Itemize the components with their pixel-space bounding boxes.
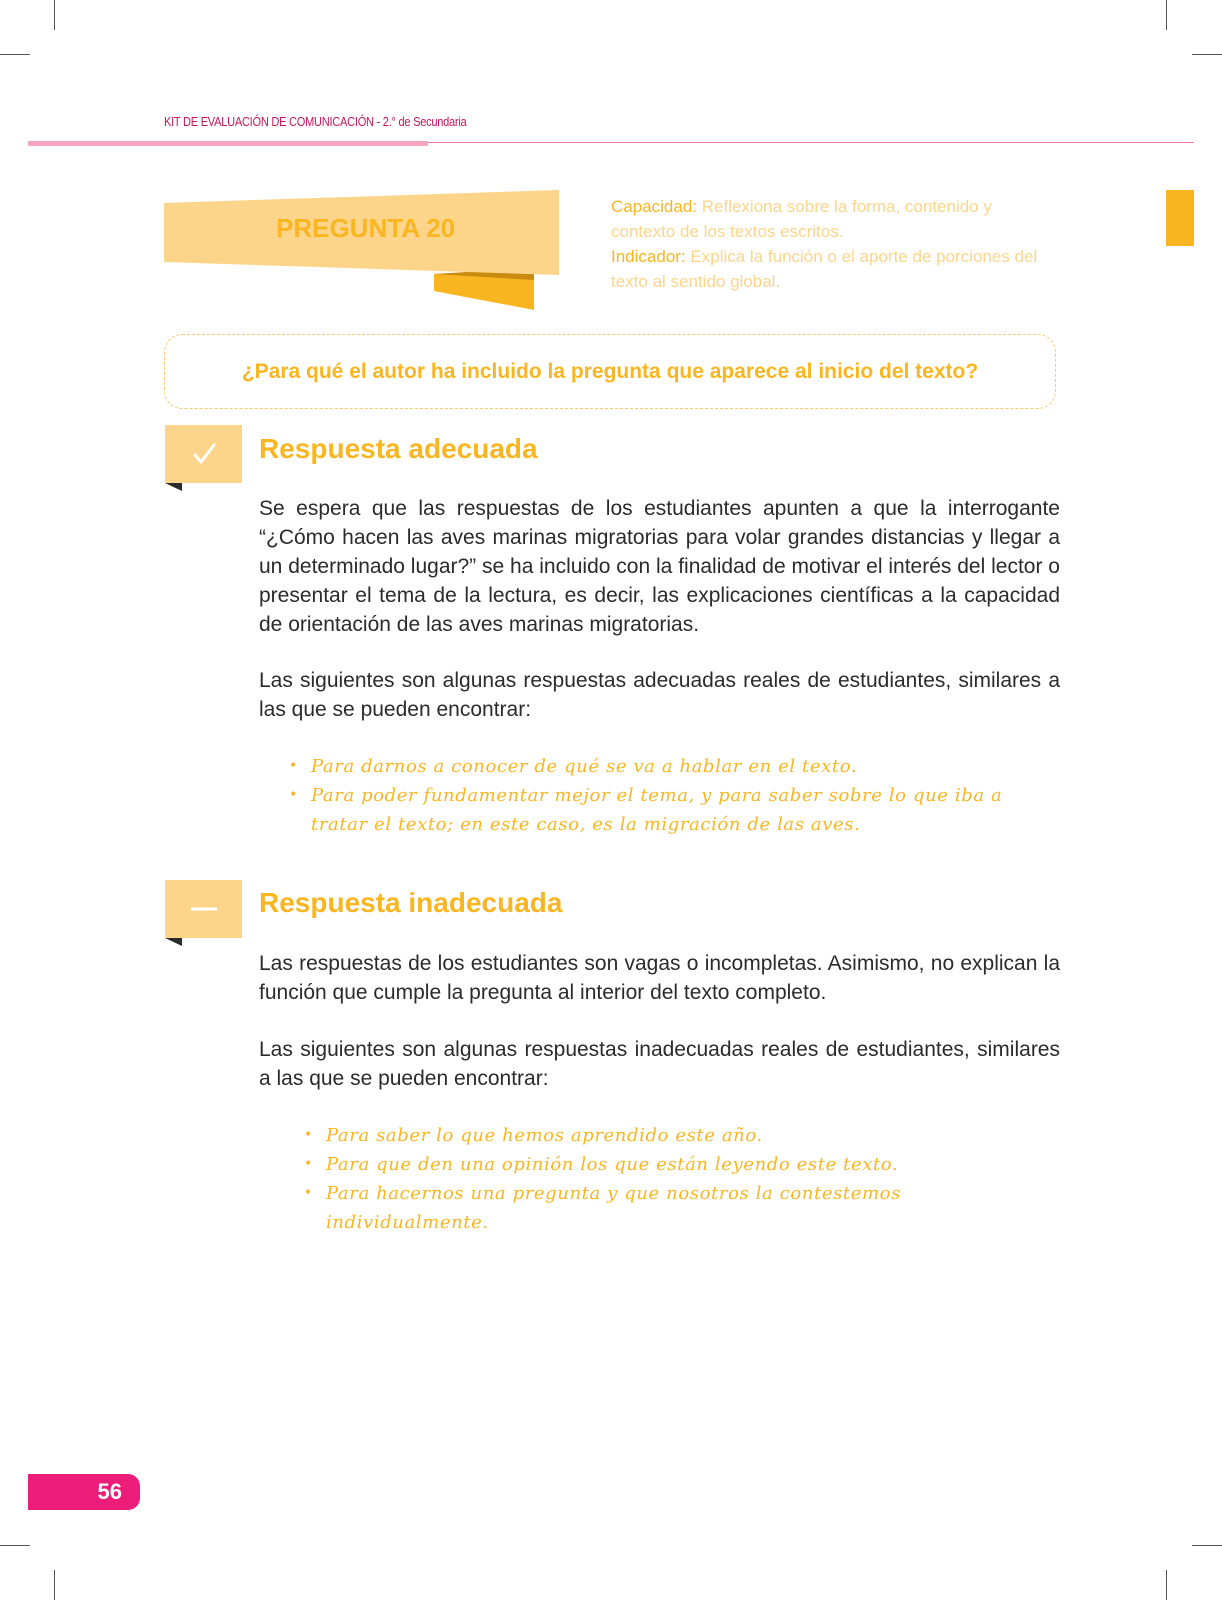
crop-mark	[1166, 1570, 1167, 1600]
crop-mark	[1166, 0, 1167, 30]
crop-mark	[0, 1545, 30, 1546]
inadequate-paragraph-2: Las siguientes son algunas respuestas inadecuadas reales de estudiantes, similares a las que se pueden encontrar:	[259, 1038, 1060, 1090]
adequate-title: Respuesta adecuada	[259, 433, 538, 464]
adequate-paragraph-2: Las siguientes son algunas respuestas adecuadas reales de estudiantes, similares a las que se pueden encontrar:	[259, 669, 1060, 721]
badge-tail	[165, 938, 182, 946]
badge-tail	[165, 483, 182, 491]
running-head: KIT DE EVALUACIÓN DE COMUNICACIÓN - 2.° de Secundaria	[164, 114, 467, 129]
inadequate-paragraph-1: Las respuestas de los estudiantes son vagas o incompletas. Asimismo, no explican la función que cumple la pregunta al interior del texto completo.	[259, 952, 1060, 1004]
bullet-icon: •	[304, 1127, 313, 1143]
example-text: Para que den una opinión los que están leyendo este texto.	[326, 1154, 899, 1175]
capacidad-label: Capacidad:	[611, 197, 698, 216]
crop-mark	[54, 1570, 55, 1600]
list-item	[289, 752, 1031, 781]
inadequate-title: Respuesta inadecuada	[259, 887, 563, 918]
competency-info	[611, 194, 1051, 294]
list-item	[304, 1179, 1046, 1237]
example-text: Para hacernos una pregunta y que nosotros la contestemos individualmente.	[326, 1183, 901, 1233]
indicador-label: Indicador:	[611, 247, 686, 266]
list-item	[304, 1121, 1046, 1150]
indicador-text: Explica la función o el aporte de porciones del texto al sentido global.	[611, 247, 1038, 291]
capacidad-text: Reflexiona sobre la forma, contenido y contexto de los textos escritos.	[611, 197, 992, 241]
header-rule-accent	[28, 141, 428, 146]
list-item	[304, 1150, 1046, 1179]
bullet-icon: •	[289, 758, 298, 774]
question-text: ¿Para qué el autor ha incluido la pregunta que aparece al inicio del texto?	[241, 359, 979, 383]
crop-mark	[1192, 54, 1222, 55]
inadequate-badge	[165, 880, 242, 938]
dash-icon	[189, 894, 219, 924]
list-item	[289, 781, 1031, 839]
question-ribbon	[164, 188, 564, 310]
crop-mark	[1192, 1545, 1222, 1546]
check-icon	[189, 439, 219, 469]
adequate-badge	[165, 425, 242, 483]
ribbon-shape	[164, 188, 564, 310]
bullet-icon: •	[304, 1156, 313, 1172]
side-tab-marker	[1166, 190, 1194, 246]
example-text: Para darnos a conocer de qué se va a hablar en el texto.	[311, 756, 858, 777]
crop-mark	[0, 54, 30, 55]
question-number: PREGUNTA 20	[276, 213, 456, 243]
inadequate-examples	[304, 1121, 1046, 1237]
bullet-icon: •	[304, 1185, 313, 1201]
example-text: Para poder fundamentar mejor el tema, y para saber sobre lo que iba a tratar el texto; en este caso, es la migración de las aves.	[311, 785, 1003, 835]
page-number: 56	[28, 1474, 140, 1510]
adequate-examples	[289, 752, 1031, 839]
example-text: Para saber lo que hemos aprendido este año.	[326, 1125, 763, 1146]
question-box	[164, 334, 1056, 409]
adequate-paragraph-1: Se espera que las respuestas de los estudiantes apunten a que la interrogante “¿Cómo hacen las aves marinas migratorias para volar grandes distancias y llegar a un determinado lugar?” se ha incluido con la finalidad de motivar el interés del lector o presentar el tema de la lectura, es decir, las explicaciones científicas a la capacidad de orientación de las aves marinas migratorias.	[259, 497, 1060, 636]
bullet-icon: •	[289, 787, 298, 803]
crop-mark	[54, 0, 55, 30]
